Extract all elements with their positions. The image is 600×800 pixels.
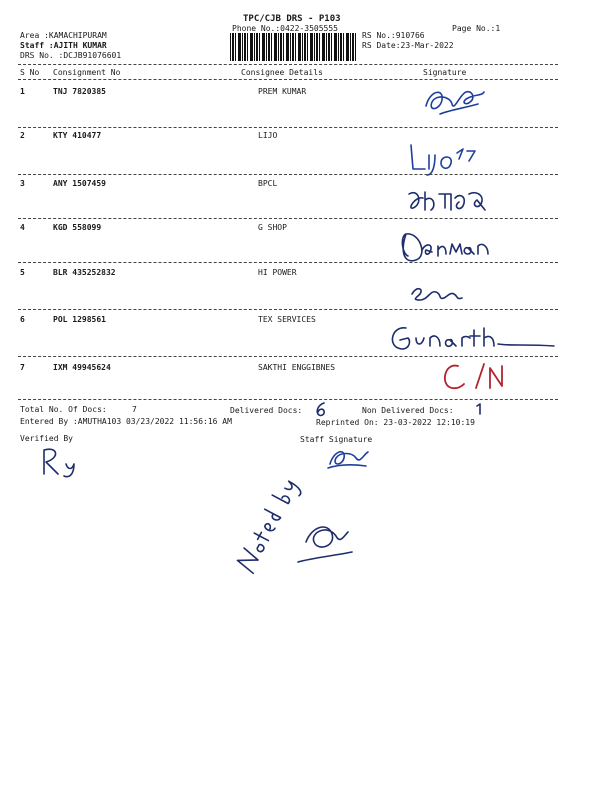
barcode <box>230 33 356 61</box>
total-docs-label: Total No. Of Docs: <box>20 405 107 414</box>
row-consignment-no: IXM 49945624 <box>53 363 111 372</box>
divider <box>18 399 558 400</box>
staff-label: Staff :AJITH KUMAR <box>20 41 107 50</box>
rs-number: RS No.:910766 <box>362 31 425 40</box>
staff-signature-label: Staff Signature <box>300 435 373 444</box>
column-header-sno: S No <box>20 68 40 77</box>
signature-row-2 <box>405 141 485 177</box>
area-label: Area :KAMACHIPURAM <box>20 31 107 40</box>
signature-row-1 <box>420 84 490 118</box>
entered-by: Entered By :AMUTHA103 03/23/2022 11:56:16 AM <box>20 417 232 426</box>
row-consignment-no: TNJ 7820385 <box>53 87 106 96</box>
signature-row-5 <box>408 282 468 306</box>
handwritten-cn-mark <box>436 358 516 394</box>
row-consignee: TEX SERVICES <box>258 315 316 324</box>
total-docs-value: 7 <box>132 405 137 414</box>
row-sno: 3 <box>20 179 25 188</box>
signature-row-4 <box>398 228 498 266</box>
row-sno: 2 <box>20 131 25 140</box>
document-title: TPC/CJB DRS - P103 <box>243 14 341 24</box>
row-sno: 5 <box>20 268 25 277</box>
divider <box>18 64 558 65</box>
drs-number: DRS No. :DCJB91076601 <box>20 51 122 60</box>
row-consignment-no: KTY 410477 <box>53 131 102 140</box>
row-consignee: G SHOP <box>258 223 287 232</box>
signature-row-3 <box>405 184 495 218</box>
divider <box>18 79 558 80</box>
non-delivered-docs-label: Non Delivered Docs: <box>362 406 454 415</box>
divider <box>18 174 558 175</box>
divider <box>18 127 558 128</box>
row-consignee: SAKTHI ENGGIBNES <box>258 363 336 372</box>
divider <box>18 218 558 219</box>
row-consignee: HI POWER <box>258 268 297 277</box>
row-consignee: LIJO <box>258 131 278 140</box>
row-consignee: PREM KUMAR <box>258 87 307 96</box>
row-sno: 7 <box>20 363 25 372</box>
row-sno: 4 <box>20 223 25 232</box>
delivered-docs-label: Delivered Docs: <box>230 406 303 415</box>
divider <box>18 309 558 310</box>
reprinted-on: Reprinted On: 23-03-2022 12:10:19 <box>316 418 475 427</box>
row-consignment-no: ANY 1507459 <box>53 179 106 188</box>
handwritten-noted-by <box>232 478 362 588</box>
verified-by-label: Verified By <box>20 434 73 443</box>
divider <box>18 356 558 357</box>
phone-number: Phone No.:0422-3505555 <box>232 24 338 33</box>
handwritten-non-delivered-count <box>474 402 484 416</box>
verified-by-initials <box>36 444 96 480</box>
rs-date: RS Date:23-Mar-2022 <box>362 41 454 50</box>
page-number: Page No.:1 <box>452 24 501 33</box>
row-consignment-no: BLR 435252832 <box>53 268 116 277</box>
column-header-signature: Signature <box>423 68 467 77</box>
column-header-consignee: Consignee Details <box>241 68 323 77</box>
handwritten-delivered-count <box>314 401 330 417</box>
row-consignee: BPCL <box>258 179 278 188</box>
row-consignment-no: KGD 558099 <box>53 223 102 232</box>
column-header-consignment: Consignment No <box>53 68 121 77</box>
row-consignment-no: POL 1298561 <box>53 315 106 324</box>
row-sno: 1 <box>20 87 25 96</box>
staff-signature <box>322 442 370 472</box>
row-sno: 6 <box>20 315 25 324</box>
divider <box>18 262 558 263</box>
signature-row-6 <box>386 322 558 356</box>
